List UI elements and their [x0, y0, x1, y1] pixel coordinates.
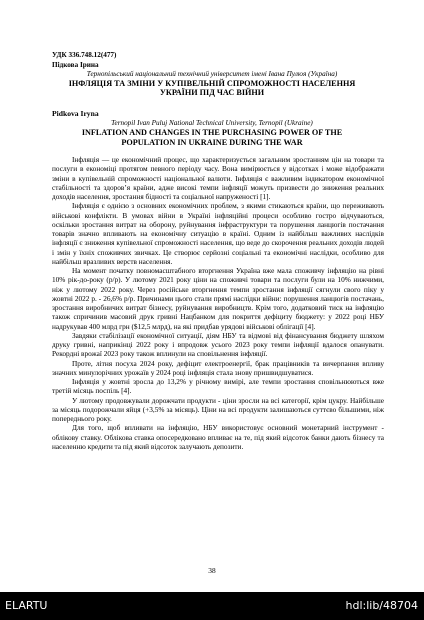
page-number: 38 — [208, 566, 216, 575]
body-paragraph: Інфляція — це економічний процес, що характеризується загальним зростанням цін на товари та послуги в економіці протягом певного періоду часу. Вона вимірюється у відсотках і може відображати зміни в купівельній спроможності національної валюти. Інфляція є важливим індикатором економічної стабільності та здоров’я країни, адже високі темпи інфляції можуть призвести до зниження реальних доходів населення, зростання бідності та соціальної напруженості [1]. — [52, 155, 384, 201]
author-name-en: Pidkova Iryna — [52, 109, 99, 118]
title-en-line-2: POPULATION IN UKRAINE DURING THE WAR — [121, 138, 303, 147]
body-paragraph: Інфляція є однією з основних економічних проблем, з якими стикаються країни, що переживають військові конфлікти. В умовах війни в Україні інфляційні процеси особливо гостро відчуваються, оскільки зростання витрат на оборону, руйнування інфраструктури та порушення ланцюгів постачання товарів значно впливають на економічну ситуацію в країні. Одним із найбільш важливих наслідків інфляції є зниження купівельної спроможності населення, що веде до скорочення реальних доходів людей і змін у їхніх споживчих звичках. Це створює серйозні соціальні та економічні наслідки, особливо для найбільш вразливих верств населення. — [52, 201, 384, 266]
body-paragraph: Проте, літня посуха 2024 року, дефіцит електроенергії, брак працівників та вичерпання впливу значних минулорічних урожаїв у 2024 році інфляція стала знову пришвидшуватися. — [52, 358, 384, 377]
udk-code: УДК 336.748.12(477) — [52, 51, 117, 59]
title-uk-line-1: ІНФЛЯЦІЯ ТА ЗМІНИ У КУПІВЕЛЬНІЙ СПРОМОЖНОСТІ НАСЕЛЕННЯ — [68, 79, 356, 88]
repository-name: ELARTU — [5, 599, 48, 612]
affiliation-en: Ternopil Ivan Puluj National Technical University, Ternopil (Ukraine) — [111, 119, 313, 127]
title-uk-line-2: УКРАЇНИ ПІД ЧАС ВІЙНИ — [159, 88, 265, 97]
body-paragraph: На момент початку повномасштабного вторгнення Україна вже мала споживчу інфляцію на рівні 10% рік-до-року (р/р). У лютому 2021 року ціни на споживчі товари та послуги були на 10% нижчими, ніж у лютому 2022 року. Через російське вторгнення темпи зростання інфляції сягнули свого піку у жовтні 2022 р. - 26,6% р/р. Причинами цього стали прямі наслідки війни: порушення ланцюгів постачань, зростання виробничих витрат бізнесу, руйнування виробництв. Крім того, додатковий тиск на інфляцію також спричинив масовий друк гривні Нацбанком для покриття дефіциту бюджету: у 2022 році НБУ надрукував 400 млрд грн ($12,5 млрд), на які придбав урядові військові облігації [4]. — [52, 266, 384, 331]
body-paragraph: Інфляція у жовтні зросла до 13,2% у річному вимірі, але темпи зростання сповільнюються вже третій місяць поспіль [4]. — [52, 377, 384, 396]
body-paragraph: Завдяки стабілізації економічної ситуації, діям НБУ та відмові від фінансування бюджету шляхом друку гривні, наприкінці 2022 року і впродовж усього 2023 року темпи інфляції вдалося опанувати. Рекордні врожаї 2023 року також вплинули на сповільнення інфляції. — [52, 330, 384, 359]
author-name-uk: Підкова Ірина — [52, 61, 99, 69]
body-paragraph: Для того, щоб впливати на інфляцію, НБУ використовує основний монетарний інструмент - облікову ставку. Облікова ставка опосередковано впливає на те, під який відсоток банки дають бізнесу та населенню кредити та під який відсоток залучають депозити. — [52, 423, 384, 451]
affiliation-uk: Тернопільський національний технічний університет імені Івана Пулюя (Україна) — [86, 70, 338, 78]
title-en-line-1: INFLATION AND CHANGES IN THE PURCHASING POWER OF THE — [81, 128, 343, 137]
article-body — [52, 155, 384, 451]
handle-identifier: hdl:lib/48704 — [345, 599, 418, 612]
body-paragraph: У лютому продовжували дорожчати продукти - ціни зросли на всі категорії, крім цукру. Найбільше за місяць подорожчали яйця (+3,5% за місяць). Ціни на всі продукти залишаються суттєво більшими, ніж попереднього року. — [52, 395, 384, 423]
